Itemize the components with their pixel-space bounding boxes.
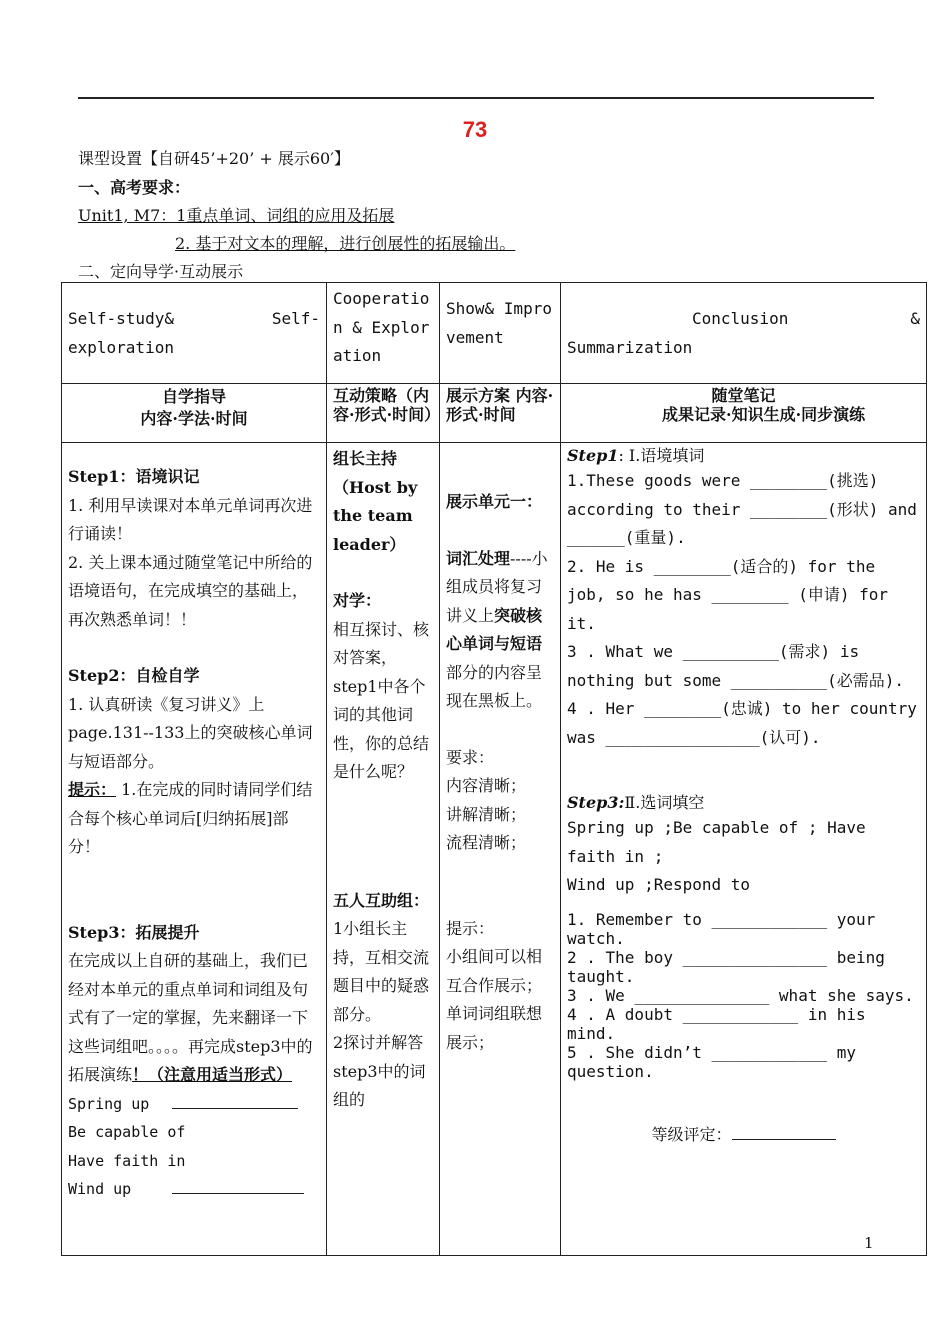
step2-tip-label: 提示： (68, 780, 117, 799)
notes-step1-text: : Ⅰ.语境填词 (618, 446, 705, 465)
show-requirements-label: 要求： (446, 747, 495, 767)
show-vocab-text-2: 部分的内容呈现在黑板上。 (446, 662, 543, 710)
self-study-cell (62, 443, 327, 1256)
header-conclusion-label: Conclusion (692, 309, 789, 328)
fill-sentence-5: 5 . She didn’t ____________ my question. (567, 1042, 856, 1081)
notes-step1-label: Step1 (567, 446, 619, 465)
exercise-2: 2. He is ________(适合的) for the job, so he has ________ (申请) for it. (567, 556, 888, 633)
top-rule (78, 97, 874, 99)
step1-item-2: 2. 关上课本通过随堂笔记中所给的语境语句，在完成填空的基础上，再次熟悉单词！！ (68, 552, 313, 629)
answer-blank[interactable] (172, 1108, 298, 1109)
phrase-list (68, 1090, 320, 1204)
coop-group-item-2: 2探讨并解答step3中的词组的 (333, 1033, 426, 1109)
section2-title: 二、定向导学·互动展示 (78, 262, 244, 281)
exercise-4: 4 . Her ________(忠诚) to her country was ________________(认可). (567, 699, 917, 747)
subheader-guide (62, 384, 327, 443)
requirement-2: 2. 基于对文本的理解，进行创展性的拓展输出。 (175, 234, 516, 253)
show-requirement: 流程清晰； (446, 833, 527, 852)
header-cooperation: Cooperation & Exploration (327, 283, 440, 384)
coop-pair-label: 对学： (333, 591, 382, 610)
notes-step1-title (567, 445, 920, 467)
step2-title: Step2：自检自学 (68, 666, 200, 685)
show-requirement: 讲解清晰； (446, 804, 527, 824)
step2-tip (68, 776, 320, 862)
word-bank-1: Spring up ;Be capable of ; Have faith in ; (567, 818, 866, 866)
step1-title: Step1：语境识记 (68, 467, 200, 486)
notes-cell (561, 443, 927, 1256)
subheader-strategy: 互动策略（内容·形式·时间） (327, 384, 440, 443)
show-requirement: 内容清晰； (446, 776, 527, 795)
phrase-item (68, 1090, 320, 1119)
subheader-guide-items: 内容·学法·时间 (140, 409, 248, 428)
grade-blank[interactable] (732, 1139, 836, 1140)
header-exploration-label: exploration (68, 337, 174, 357)
coop-group-label: 五人互助组： (333, 890, 430, 910)
page-number: 73 (462, 117, 488, 142)
step3-text (68, 947, 320, 1090)
grade-row (567, 1121, 920, 1150)
phrase-item (68, 1175, 320, 1204)
grade-label: 等级评定： (651, 1124, 732, 1144)
step1-item-1: 1. 利用早读课对本单元单词再次进行诵读！ (68, 495, 313, 543)
section1-title: 一、高考要求： (78, 178, 191, 197)
fill-sentence-4: 4 . A doubt ____________ in his mind. (567, 1004, 866, 1043)
header-ampersand: & (910, 309, 920, 328)
step3-title: Step3：拓展提升 (68, 922, 200, 942)
subheader-guide-title: 自学指导 (161, 387, 226, 406)
show-vocab (446, 545, 554, 716)
phrase-item (68, 1147, 320, 1176)
header-self-study-label: Self-study& (68, 309, 174, 328)
show-tip-label: 提示： (446, 918, 495, 938)
header-self-label: Self- (271, 309, 320, 328)
step2-item-1: 1. 认真研读《复习讲义》上page.131--133上的突破核心单词与短语部分。 (68, 694, 313, 771)
subheader-plan: 展示方案 内容·形式·时间 (440, 384, 561, 443)
fill-sentence-3: 3 . We ______________ what she says. (567, 985, 914, 1005)
footer-page-number: 1 (864, 1234, 874, 1252)
coop-pair-text: 相互探讨、核对答案，step1中各个词的其他词性，你的总结是什么呢？ (333, 619, 430, 781)
subheader-notes-title: 随堂笔记 (711, 386, 776, 405)
header-self-study (62, 283, 327, 384)
header-show: Show& Improvement (440, 283, 561, 384)
notes-step3-text: Ⅱ.选词填空 (624, 793, 705, 812)
show-vocab-label: 词汇处理 (446, 548, 511, 568)
subheader-notes-items: 成果记录·知识生成·同步演练 (662, 405, 866, 424)
show-tip-text: 小组间可以相互合作展示；单词词组联想展示； (446, 947, 543, 1052)
cooperation-cell (327, 443, 440, 1256)
step3-note: ！（注意用适当形式） (132, 1065, 293, 1084)
subheader-notes (561, 384, 927, 443)
step3-body: 在完成以上自研的基础上，我们已经对本单元的重点单词和词组及句式有了一定的掌握，先来翻译一下这些词组吧。。。。再完成step3中的拓展演练 (68, 951, 313, 1084)
phrase-item (68, 1118, 320, 1147)
header-summarization-label: Summarization (567, 337, 693, 357)
show-unit-title: 展示单元一： (446, 492, 543, 511)
guide-table (61, 282, 927, 1256)
fill-sentence-1: 1. Remember to ____________ your watch. (567, 909, 876, 948)
show-vocab-text: ----小组成员将复习讲义上 (446, 548, 548, 625)
phrase-text: Spring up (68, 1094, 150, 1113)
word-bank-2: Wind up ;Respond to (567, 875, 751, 894)
notes-step3-label: Step3: (567, 793, 625, 812)
course-setup: 课型设置【自研45’+20’ + 展示60′】 (78, 149, 350, 168)
exercise-3: 3 . What we __________(需求) is nothing but some __________(必需品). (567, 642, 904, 690)
step2-tip-text: 1.在完成的同时请同学们结合每个核心单词后[归纳拓展]部分！ (68, 780, 313, 856)
show-vocab-focus: 突破核心单词与短语 (446, 605, 543, 653)
exercise-1: 1.These goods were ________(挑选) according to their ________(形状) and ______(重量). (567, 471, 917, 547)
fill-sentence-2: 2 . The boy _______________ being taught. (567, 947, 885, 986)
phrase-text: Have faith in (68, 1151, 186, 1170)
coop-host: 组长主持（Host by the team leader） (333, 449, 418, 554)
answer-blank[interactable] (172, 1193, 304, 1194)
header-conclusion (561, 283, 927, 384)
notes-step3-title (567, 792, 920, 814)
show-cell (440, 443, 561, 1256)
coop-group-item-1: 1小组长主持，互相交流题目中的疑惑部分。 (333, 919, 430, 1024)
phrase-text: Wind up (68, 1180, 132, 1198)
requirement-1: Unit1, M7：1重点单词、词组的应用及拓展 (78, 206, 395, 225)
phrase-text: Be capable of (68, 1123, 186, 1141)
